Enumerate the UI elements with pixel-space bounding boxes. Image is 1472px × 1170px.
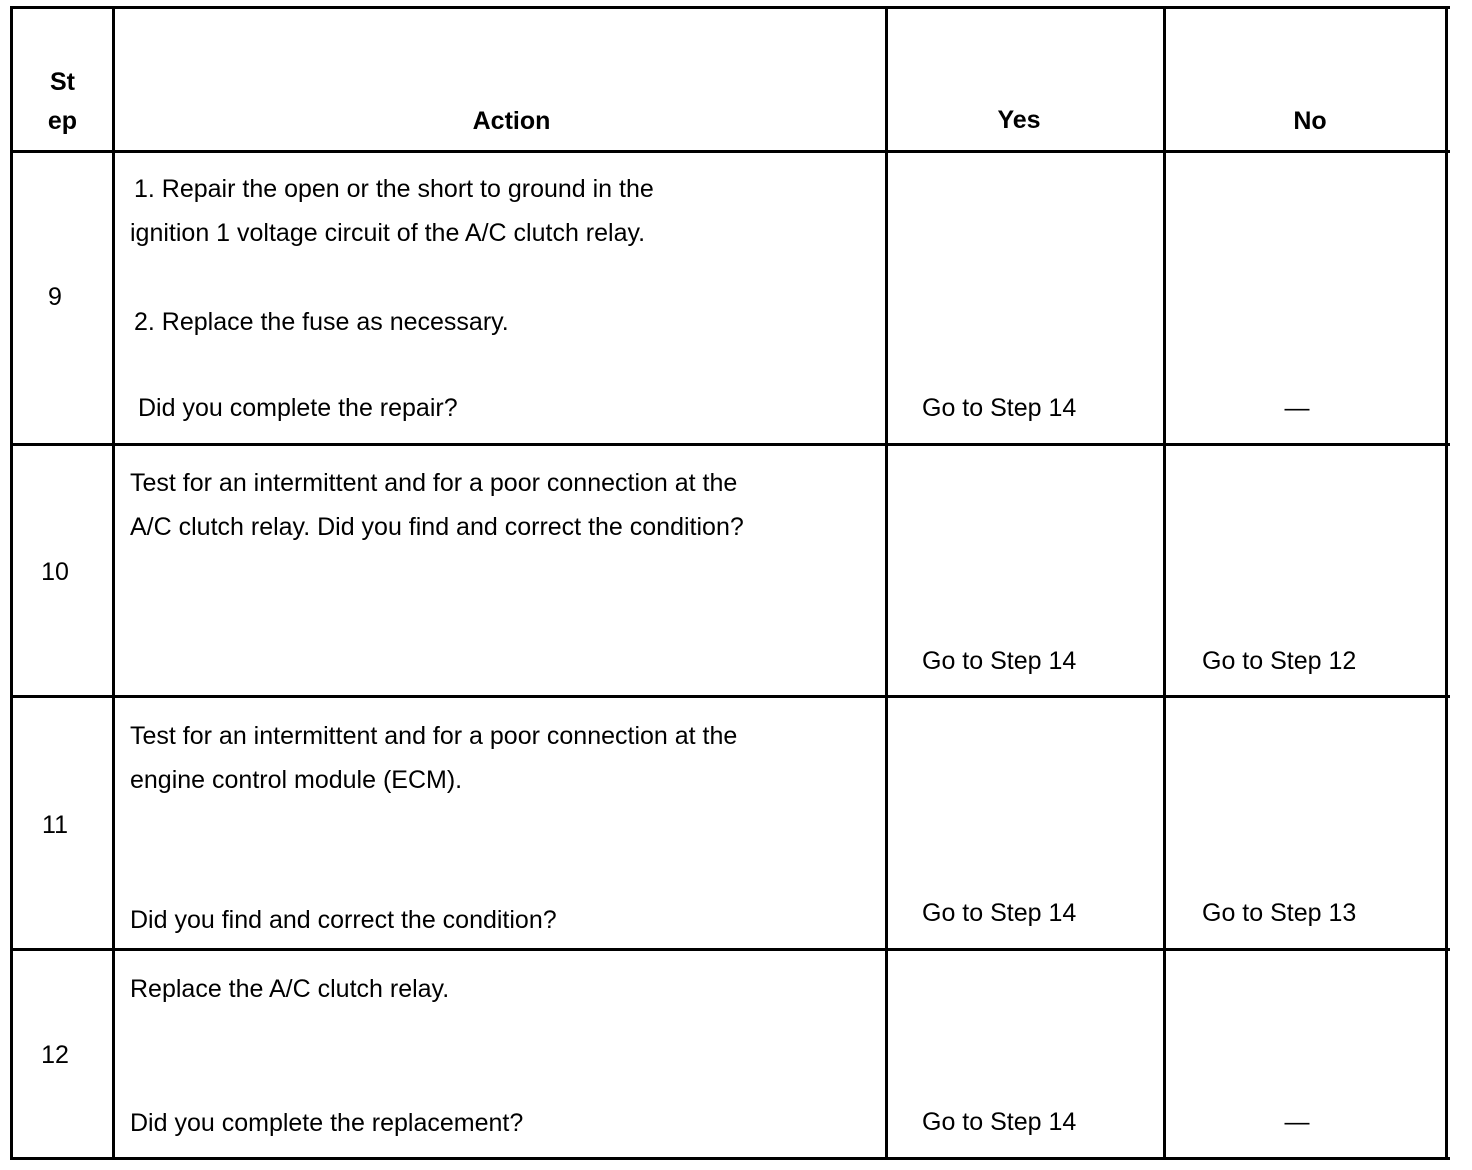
action-question: Did you find and correct the condition? bbox=[130, 906, 557, 934]
no-result: — bbox=[1284, 394, 1310, 422]
no-result: Go to Step 12 bbox=[1202, 647, 1357, 675]
column-divider bbox=[1163, 6, 1166, 1160]
no-result: Go to Step 13 bbox=[1202, 899, 1357, 927]
row-divider bbox=[10, 443, 1450, 446]
action-question: Did you complete the repair? bbox=[138, 394, 458, 422]
table-border-right bbox=[1445, 6, 1448, 1160]
header-divider bbox=[10, 150, 1450, 153]
header-step-line1: St bbox=[50, 68, 75, 96]
table-border-top bbox=[10, 6, 1450, 9]
column-divider bbox=[112, 6, 115, 1160]
yes-result: Go to Step 14 bbox=[922, 1108, 1077, 1136]
action-text: ignition 1 voltage circuit of the A/C clutch relay. bbox=[130, 219, 646, 247]
yes-result: Go to Step 14 bbox=[922, 899, 1077, 927]
action-question: A/C clutch relay. Did you find and correct the condition? bbox=[130, 513, 744, 541]
step-number: 12 bbox=[41, 1041, 69, 1069]
action-question: Did you complete the replacement? bbox=[130, 1109, 524, 1137]
header-action: Action bbox=[472, 107, 551, 135]
yes-result: Go to Step 14 bbox=[922, 394, 1077, 422]
action-text: 2. Replace the fuse as necessary. bbox=[134, 308, 509, 336]
header-yes: Yes bbox=[997, 106, 1041, 134]
row-divider bbox=[10, 695, 1450, 698]
table-border-bottom bbox=[10, 1157, 1450, 1160]
step-number: 10 bbox=[41, 558, 69, 586]
action-text: Test for an intermittent and for a poor connection at the bbox=[130, 722, 738, 750]
header-no: No bbox=[1293, 107, 1327, 135]
step-number: 9 bbox=[48, 283, 62, 311]
yes-result: Go to Step 14 bbox=[922, 647, 1077, 675]
header-step-line2: ep bbox=[47, 107, 78, 135]
step-number: 11 bbox=[42, 811, 68, 839]
no-result: — bbox=[1284, 1108, 1310, 1136]
action-text: engine control module (ECM). bbox=[130, 766, 463, 794]
action-text: Replace the A/C clutch relay. bbox=[130, 975, 450, 1003]
row-divider bbox=[10, 948, 1450, 951]
column-divider bbox=[885, 6, 888, 1160]
action-text: Test for an intermittent and for a poor connection at the bbox=[130, 469, 738, 497]
action-text: 1. Repair the open or the short to ground in the bbox=[134, 175, 654, 203]
